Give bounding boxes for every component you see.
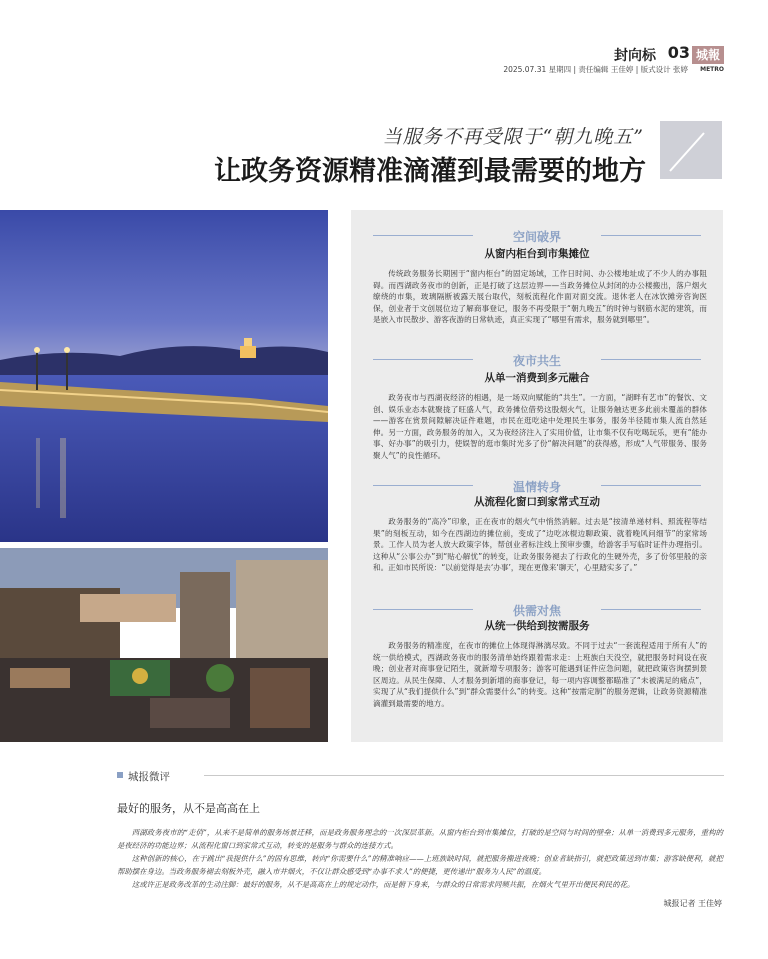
column-paragraph: 西湖政务夜市的“走俏”，从来不是简单的服务场景迁移，而是政务服务理念的一次深层革新。从窗内柜台到市集摊位，打破的是空间与时间的壁垒；从单一消费到多元服务，重构的是夜经济的功能边界；从流程化窗口到家常式互动，转变的是服务与群众的连接方式。 — [117, 828, 723, 850]
section-name: 封向标 — [614, 48, 656, 64]
photo-night-market — [0, 548, 328, 742]
column-byline: 城报记者 王佳婷 — [663, 899, 722, 908]
column-divider — [204, 775, 724, 776]
section-body: 传统政务服务长期困于“窗内柜台”的固定场域，工作日时间、办公楼地址成了不少人的办事阻碍。而西湖政务夜市的创新，正是打破了这层边界——当政务摊位从封闭的办公楼搬出，落户烟火缭绕的市集，玻璃隔断被露天展台取代，刻板流程化作面对面交流。退休老人在冰饮摊旁咨询医保，创业者于文创展位边了解商事登记，服务不再受限于“朝九晚五”的时钟与钢筋水泥的建筑，而是嵌入市民散步、游客夜游的日常轨迹，真正实现了“哪里有需求，服务就到哪里”。 — [373, 269, 707, 325]
article-panel — [351, 210, 723, 742]
article-title: 让政务资源精准滴灌到最需要的地方 — [214, 156, 646, 187]
section-body: 政务服务的精准度，在夜市的摊位上体现得淋漓尽致。不同于过去“一套流程适用于所有人”的统一供给模式，西湖政务夜市的服务清单始终跟着需求走：上班族白天没空，就把服务时间设在夜晚；创业者对商事登记陌生，就新增专项服务；游客可能遇到证件应急问题，就把政策咨询摆到景区周边。从民生保障、人才服务到新增的商事登记，每一项内容调整都瞄准了“未被满足的痛点”，实现了从“我们提供什么”到“群众需要什么”的转变。这种“按需定制”的服务逻辑，让政务资源精准滴灌到最需要的地方。 — [373, 641, 707, 708]
title-decoration — [660, 121, 722, 179]
section-body: 政务服务的“高冷”印象，正在夜市的烟火气中悄然消解。过去是“按清单递材料、照流程等结果”的刻板互动，如今在西湖边的摊位前，变成了“边吃冰棍边聊政策、就着晚风问细节”的家常场景。工作人员为老人放大政策字体，帮创业者标注线上预审步骤，给游客手写临时证件办理指引。这种从“公事公办”到“贴心解忧”的转变，让政务服务褪去了行政化的生硬外壳，多了份邻里般的亲和。正如市民所说：“以前觉得是去‘办事’，现在更像来‘聊天’，心里踏实多了。” — [373, 517, 707, 573]
column-tag: 城报微评 — [128, 771, 170, 783]
section-subheading: 从单一消费到多元融合 — [484, 372, 590, 384]
section-heading: 夜市共生 — [351, 352, 723, 369]
column-body — [117, 826, 723, 891]
section-subheading: 从流程化窗口到家常式互动 — [474, 496, 600, 508]
column-paragraph: 这种创新的核心，在于跳出“我提供什么”的固有思维，转向“你需要什么”的精准响应——上班族缺时间，就把服务搬进夜晚；创业者缺指引，就把政策送到市集；游客缺便利，就把帮助摆在身边。当政务服务褪去刻板外壳，融入市井烟火，不仅让群众感受到“办事不求人”的便捷，更传递出“服务为人民”的温度。 — [117, 854, 723, 876]
section-heading: 空间破界 — [351, 228, 723, 245]
section-subheading: 从统一供给到按需服务 — [484, 620, 590, 632]
section-subheading: 从窗内柜台到市集摊位 — [484, 248, 590, 260]
section-body: 政务夜市与西湖夜经济的相遇，是一场双向赋能的“共生”。一方面，“湖畔有艺市”的餐饮、文创、娱乐业态本就聚拢了旺盛人气，政务摊位借势这股烟火气，让服务触达更多此前未覆盖的群体——游客在赏景间隙解决证件难题，市民在逛吃途中处理民生事务，服务半径随市集人流自然延伸。另一方面，政务服务的加入，又为夜经济注入了实用价值，让市集不仅有吃喝玩乐，更有“能办事、好办事”的吸引力，使娱智的逛市集时光多了份“解决问题”的获得感，形成“人气带服务、服务聚人气”的良性循环。 — [373, 393, 707, 460]
section-heading: 供需对焦 — [351, 602, 723, 619]
article-subtitle: 当服务不再受限于“朝九晚五” — [382, 126, 644, 148]
column-paragraph: 这或许正是政务改革的生动注脚：最好的服务，从不是高高在上的规定动作，而是俯下身来，与群众的日常需求同频共振，在烟火气里开出便民利民的花。 — [131, 880, 635, 889]
newspaper-logo-sub: METRO — [700, 66, 724, 73]
column-marker — [117, 772, 123, 778]
photo-west-lake-night — [0, 210, 328, 542]
issue-meta: 2025.07.31 星期四 | 责任编辑 王佳婷 | 版式设计 张婷 — [503, 65, 688, 74]
column-title: 最好的服务，从不是高高在上 — [117, 802, 260, 815]
section-heading: 温情转身 — [351, 478, 723, 495]
page-number: 03 — [667, 43, 690, 62]
newspaper-logo: 城報 — [692, 46, 724, 64]
